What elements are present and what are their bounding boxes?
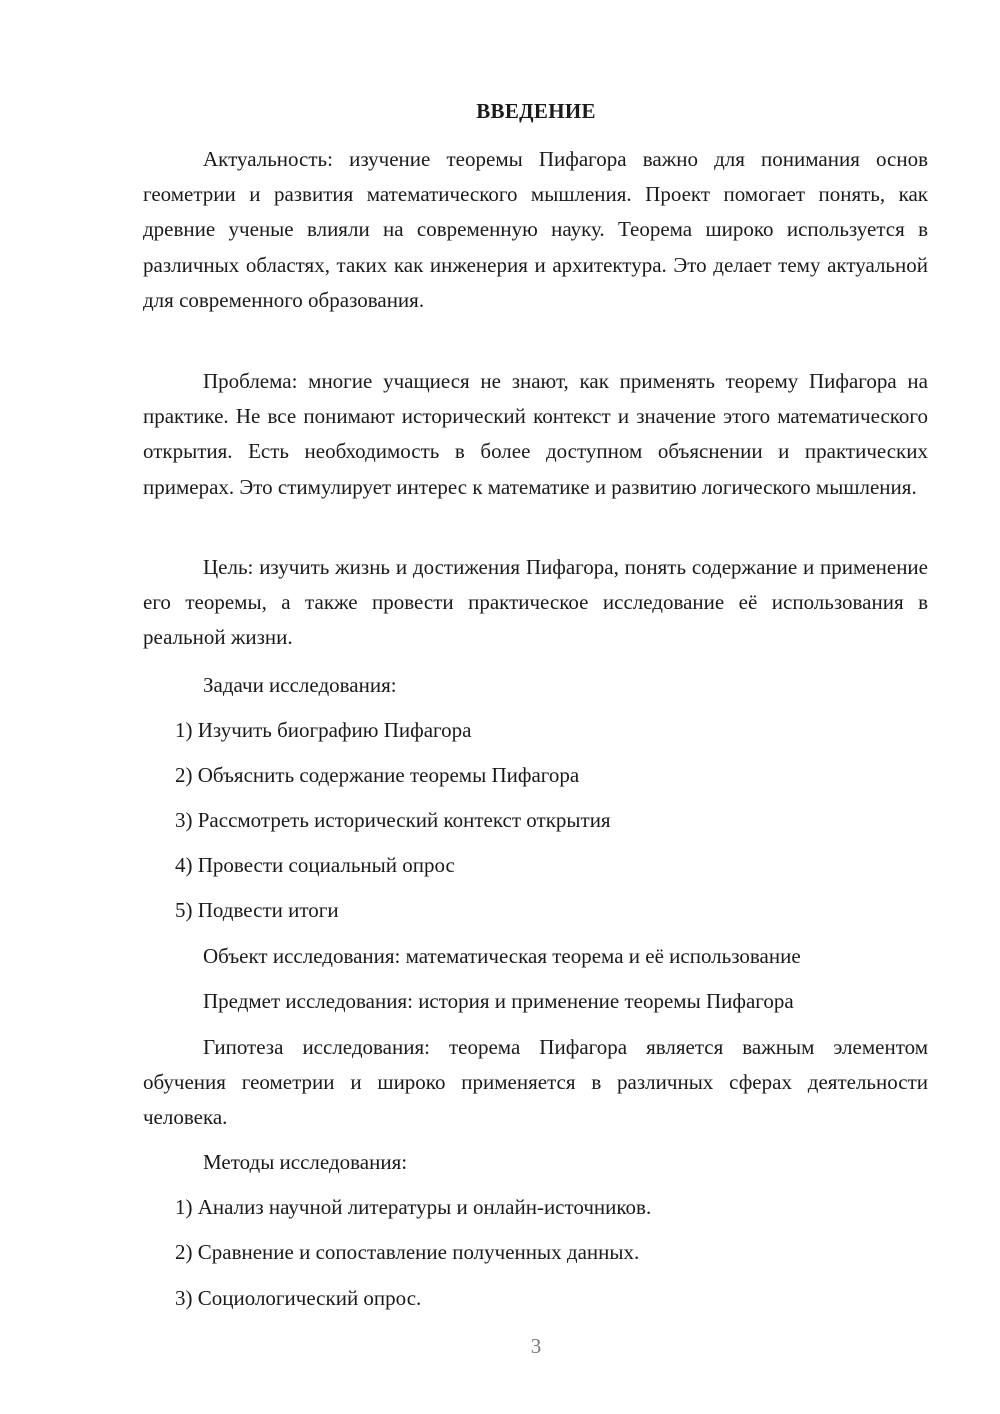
task-item: 4) Провести социальный опрос <box>175 853 455 877</box>
tasks-title: Задачи исследования: <box>203 673 397 697</box>
page-number: 3 <box>530 1334 542 1358</box>
task-item: 3) Рассмотреть исторический контекст открытия <box>175 808 611 832</box>
task-item: 1) Изучить биографию Пифагора <box>175 718 472 742</box>
research-object: Объект исследования: математическая теорема и её использование <box>203 944 801 968</box>
task-item: 5) Подвести итоги <box>175 898 339 922</box>
page-title: ВВЕДЕНИЕ <box>476 99 596 123</box>
hypothesis-paragraph: Гипотеза исследования: теорема Пифагора является важным элементом обучения геометрии и широко применяется в различных сферах деятельности человека. <box>143 1035 928 1130</box>
task-item: 2) Объяснить содержание теоремы Пифагора <box>175 763 580 787</box>
method-item: 3) Социологический опрос. <box>175 1286 422 1310</box>
problem-paragraph: Проблема: многие учащиеся не знают, как применять теорему Пифагора на практике. Не все понимают исторический контекст и значение этого математического открытия. Есть необходимость в более доступном объяснении и практических примерах. Это стимулирует интерес к математике и развитию логического мышления. <box>143 369 928 499</box>
research-subject: Предмет исследования: история и применение теоремы Пифагора <box>203 989 794 1013</box>
methods-title: Методы исследования: <box>203 1150 408 1174</box>
method-item: 2) Сравнение и сопоставление полученных данных. <box>175 1240 640 1264</box>
goal-paragraph: Цель: изучить жизнь и достижения Пифагора, понять содержание и применение его теоремы, а также провести практическое исследование её использования в реальной жизни. <box>143 555 928 650</box>
relevance-paragraph: Актуальность: изучение теоремы Пифагора важно для понимания основ геометрии и развития математического мышления. Проект помогает понять, как древние ученые влияли на современную науку. Теорема широко используется в различных областях, таких как инженерия и архитектура. Это делает тему актуальной для современного образования. <box>143 147 928 312</box>
method-item: 1) Анализ научной литературы и онлайн-источников. <box>175 1195 652 1219</box>
